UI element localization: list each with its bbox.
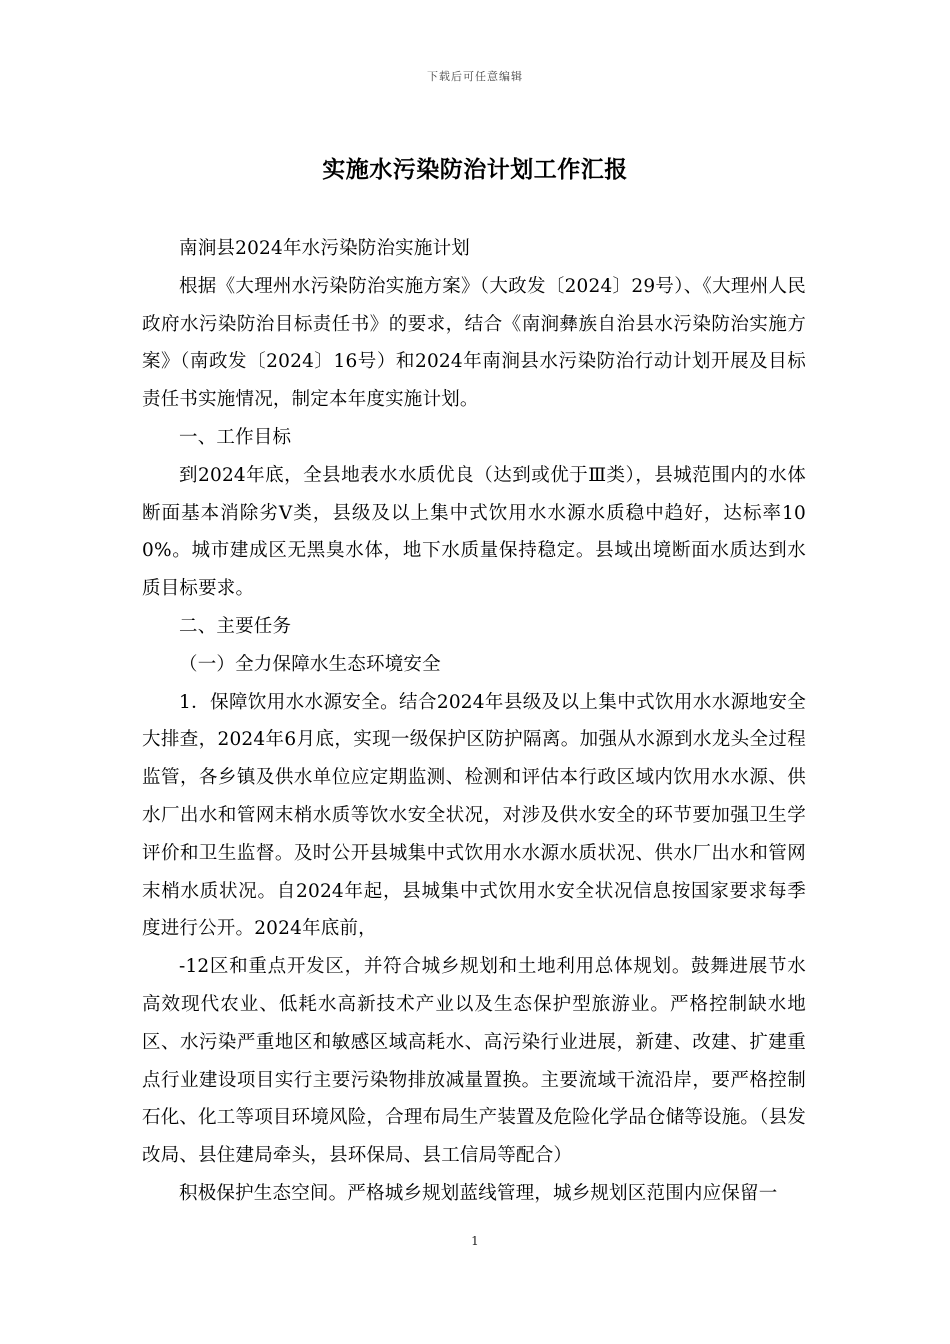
page-number: 1 [471, 1234, 479, 1248]
paragraph-goals: 到2024年底，全县地表水水质优良（达到或优于Ⅲ类），县城范围内的水体断面基本消除劣Ⅴ类，县级及以上集中式饮用水水源水质稳中趋好，达标率100%。城市建成区无黑臭水体，地下水质量保持稳定。县域出境断面水质达到水质目标要求。 [142, 464, 806, 600]
paragraph-development-zones: -12区和重点开发区，并符合城乡规划和土地利用总体规划。鼓舞进展节水高效现代农业、低耗水高新技术产业以及生态保护型旅游业。严格控制缺水地区、水污染严重地区和敏感区域高耗水、高污染行业进展，新建、改建、扩建重点行业建设项目实行主要污染物排放减量置换。主要流域干流沿岸，要严格控制石化、化工等项目环境风险，合理布局生产装置及危险化学品仓储等设施。（县发改局、县住建局牵头，县环保局、县工信局等配合） [142, 956, 806, 1167]
paragraph-water-source: 1．保障饮用水水源安全。结合2024年县级及以上集中式饮用水水源地安全大排查，2024年6月底，实现一级保护区防护隔离。加强从水源到水龙头全过程监管，各乡镇及供水单位应定期监测、检测和评估本行政区域内饮用水水源、供水厂出水和管网末梢水质等饮水安全状况，对涉及供水安全的环节要加强卫生学评价和卫生监督。及时公开县城集中式饮用水水源水质状况、供水厂出水和管网末梢水质状况。自2024年起，县城集中式饮用水安全状况信息按国家要求每季度进行公开。2024年底前， [142, 691, 806, 940]
document-body [142, 230, 806, 1213]
paragraph-plan-name: 南涧县2024年水污染防治实施计划 [179, 238, 470, 259]
section-heading-goals: 一、工作目标 [179, 426, 292, 448]
document-title: 实施水污染防治计划工作汇报 [322, 156, 628, 183]
subsection-heading-safety: （一）全力保障水生态环境安全 [179, 653, 441, 675]
paragraph-ecological-space: 积极保护生态空间。严格城乡规划蓝线管理，城乡规划区范围内应保留一 [179, 1182, 778, 1204]
page-header-note: 下载后可任意编辑 [427, 70, 523, 83]
paragraph-basis: 根据《大理州水污染防治实施方案》（大政发〔2024〕29号）、《大理州人民政府水污染防治目标责任书》的要求，结合《南涧彝族自治县水污染防治实施方案》（南政发〔2024〕16号）和2024年南涧县水污染防治行动计划开展及目标责任书实施情况，制定本年度实施计划。 [142, 275, 806, 411]
section-heading-tasks: 二、主要任务 [179, 615, 292, 637]
